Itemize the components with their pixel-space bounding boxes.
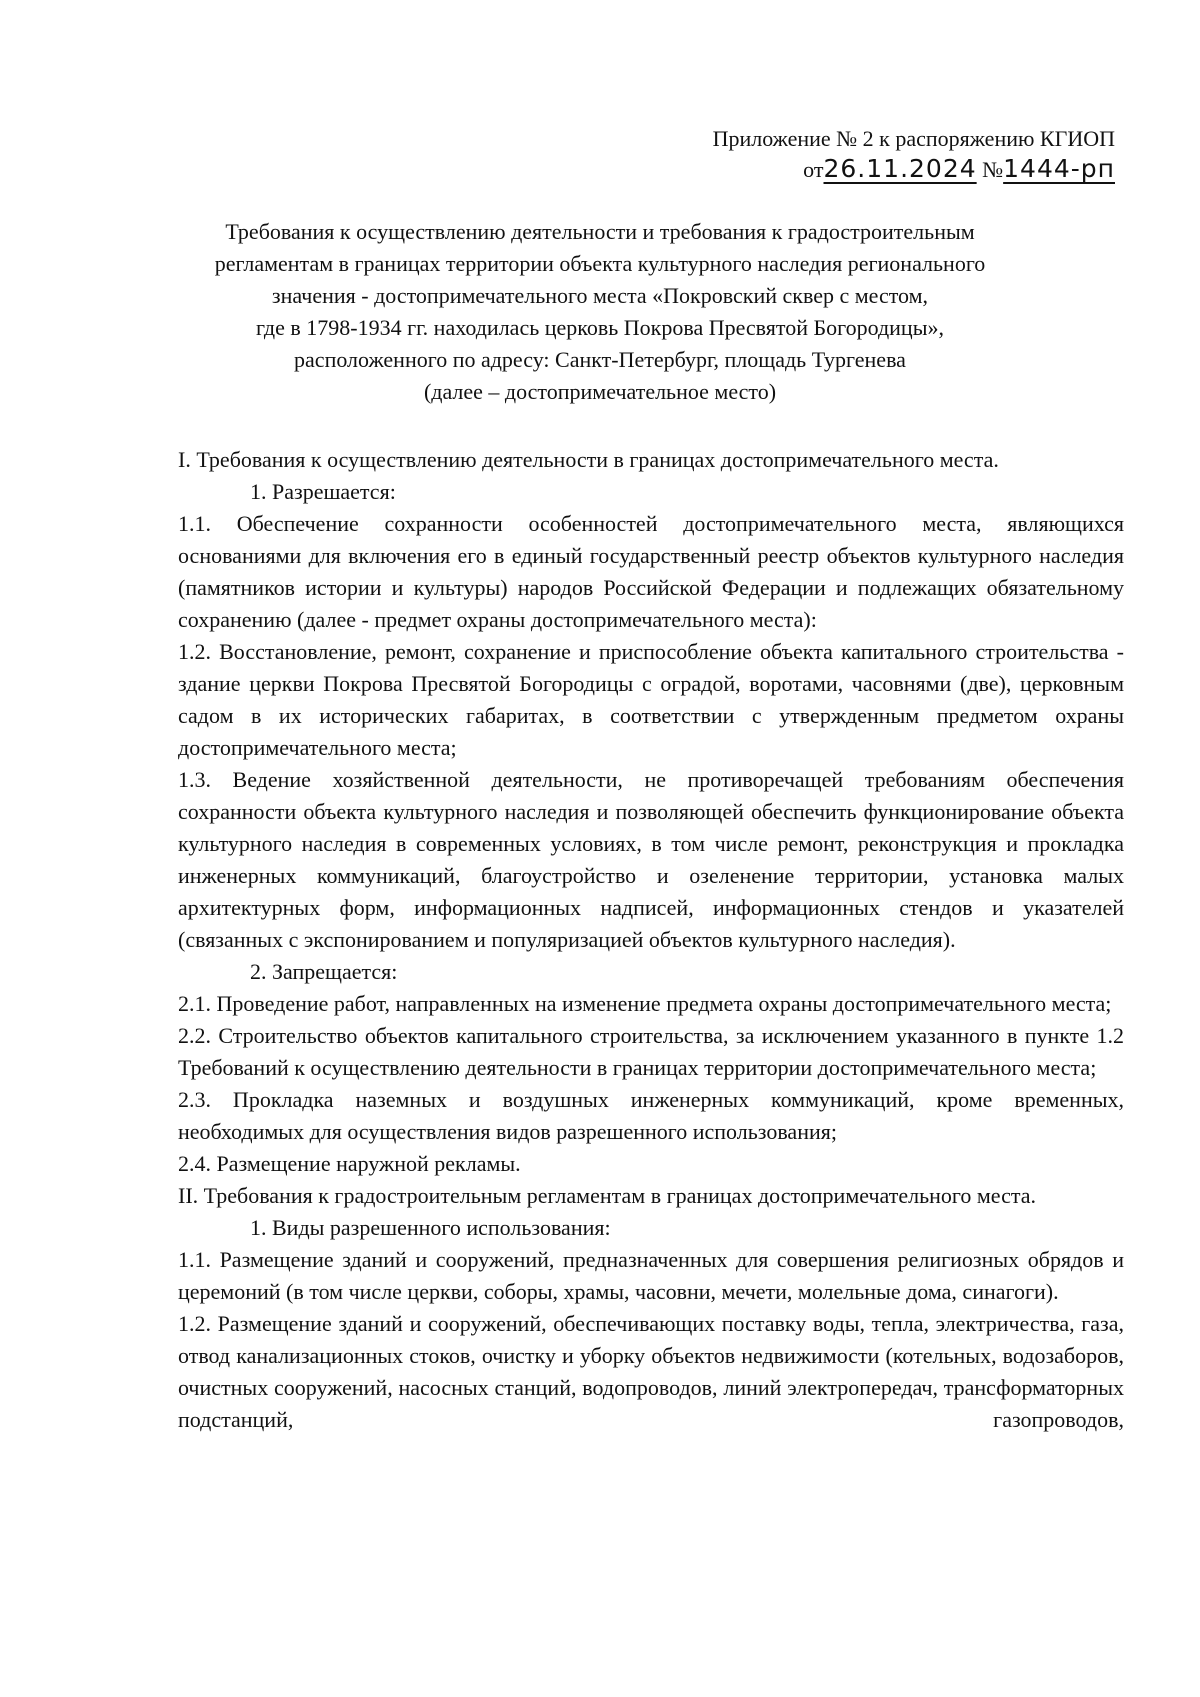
section-2-heading: II. Требования к градостроительным регламентам в границах достопримечательного места. bbox=[178, 1183, 1037, 1208]
paragraph-2-3: 2.3. Прокладка наземных и воздушных инженерных коммуникаций, кроме временных, необходимых для осуществления видов разрешенного использования; bbox=[178, 1087, 1124, 1144]
title-line: Требования к осуществлению деятельности и требования к градостроительным bbox=[225, 219, 975, 244]
appendix-line: Приложение № 2 к распоряжению КГИОП bbox=[712, 126, 1115, 151]
section-1-heading: I. Требования к осуществлению деятельности в границах достопримечательного места. bbox=[178, 447, 999, 472]
handwritten-date: 26.11.2024 bbox=[823, 154, 977, 183]
uses-heading: 1. Виды разрешенного использования: bbox=[250, 1215, 611, 1240]
title-line: где в 1798-1934 гг. находилась церковь Покрова Пресвятой Богородицы», bbox=[256, 315, 944, 340]
document-body bbox=[178, 444, 1124, 1436]
title-line: регламентам в границах территории объекта культурного наследия регионального bbox=[214, 251, 986, 276]
paragraph-1-2: 1.2. Восстановление, ремонт, сохранение и приспособление объекта капитального строительства - здание церкви Покрова Пресвятой Богородицы с оградой, воротами, часовнями (две), церковным садом в их исторических габаритах, в соответствии с утвержденным предметом охраны достопримечательного места; bbox=[178, 639, 1124, 760]
paragraph-2-4: 2.4. Размещение наружной рекламы. bbox=[178, 1151, 521, 1176]
paragraph-2-1: 2.1. Проведение работ, направленных на изменение предмета охраны достопримечательного места; bbox=[178, 991, 1112, 1016]
appendix-number-sign: № bbox=[982, 157, 1004, 182]
paragraph-ii-1-1: 1.1. Размещение зданий и сооружений, предназначенных для совершения религиозных обрядов и церемоний (в том числе церкви, соборы, храмы, часовни, мечети, молельные дома, синагоги). bbox=[178, 1247, 1124, 1304]
paragraph-ii-1-2: 1.2. Размещение зданий и сооружений, обеспечивающих поставку воды, тепла, электричества, газа, отвод канализационных стоков, очистку и уборку объектов недвижимости (котельных, водозаборов, очистных сооружений, насосных станций, водопроводов, линий электропередач, трансформаторных подстанций, газопроводов, bbox=[178, 1311, 1124, 1432]
appendix-date-line bbox=[713, 154, 1115, 185]
allowed-heading: 1. Разрешается: bbox=[250, 479, 396, 504]
title-line: расположенного по адресу: Санкт-Петербург, площадь Тургенева bbox=[294, 347, 906, 372]
appendix-header bbox=[713, 124, 1115, 185]
title-line: значения - достопримечательного места «Покровский сквер с местом, bbox=[271, 283, 929, 308]
paragraph-1-3: 1.3. Ведение хозяйственной деятельности, не противоречащей требованиям обеспечения сохранности объекта культурного наследия и позволяющей обеспечить функционирование объекта культурного наследия в современных условиях, в том числе ремонт, реконструкция и прокладка инженерных коммуникаций, благоустройство и озеленение территории, установка малых архитектурных форм, информационных надписей, информационных стендов и указателей (связанных с экспонированием и популяризацией объектов культурного наследия). bbox=[178, 767, 1124, 952]
title-line: (далее – достопримечательное место) bbox=[423, 379, 777, 404]
forbidden-heading: 2. Запрещается: bbox=[250, 959, 398, 984]
paragraph-2-2: 2.2. Строительство объектов капитального строительства, за исключением указанного в пункте 1.2 Требований к осуществлению деятельности в границах территории достопримечательного места; bbox=[178, 1023, 1124, 1080]
handwritten-number: 1444-рп bbox=[1003, 154, 1115, 183]
appendix-from: от bbox=[803, 157, 824, 182]
paragraph-1-1: 1.1. Обеспечение сохранности особенностей достопримечательного места, являющихся основаниями для включения его в единый государственный реестр объектов культурного наследия (памятников истории и культуры) народов Российской Федерации и подлежащих обязательному сохранению (далее - предмет охраны достопримечательного места): bbox=[178, 511, 1124, 632]
document-title bbox=[180, 216, 1020, 408]
